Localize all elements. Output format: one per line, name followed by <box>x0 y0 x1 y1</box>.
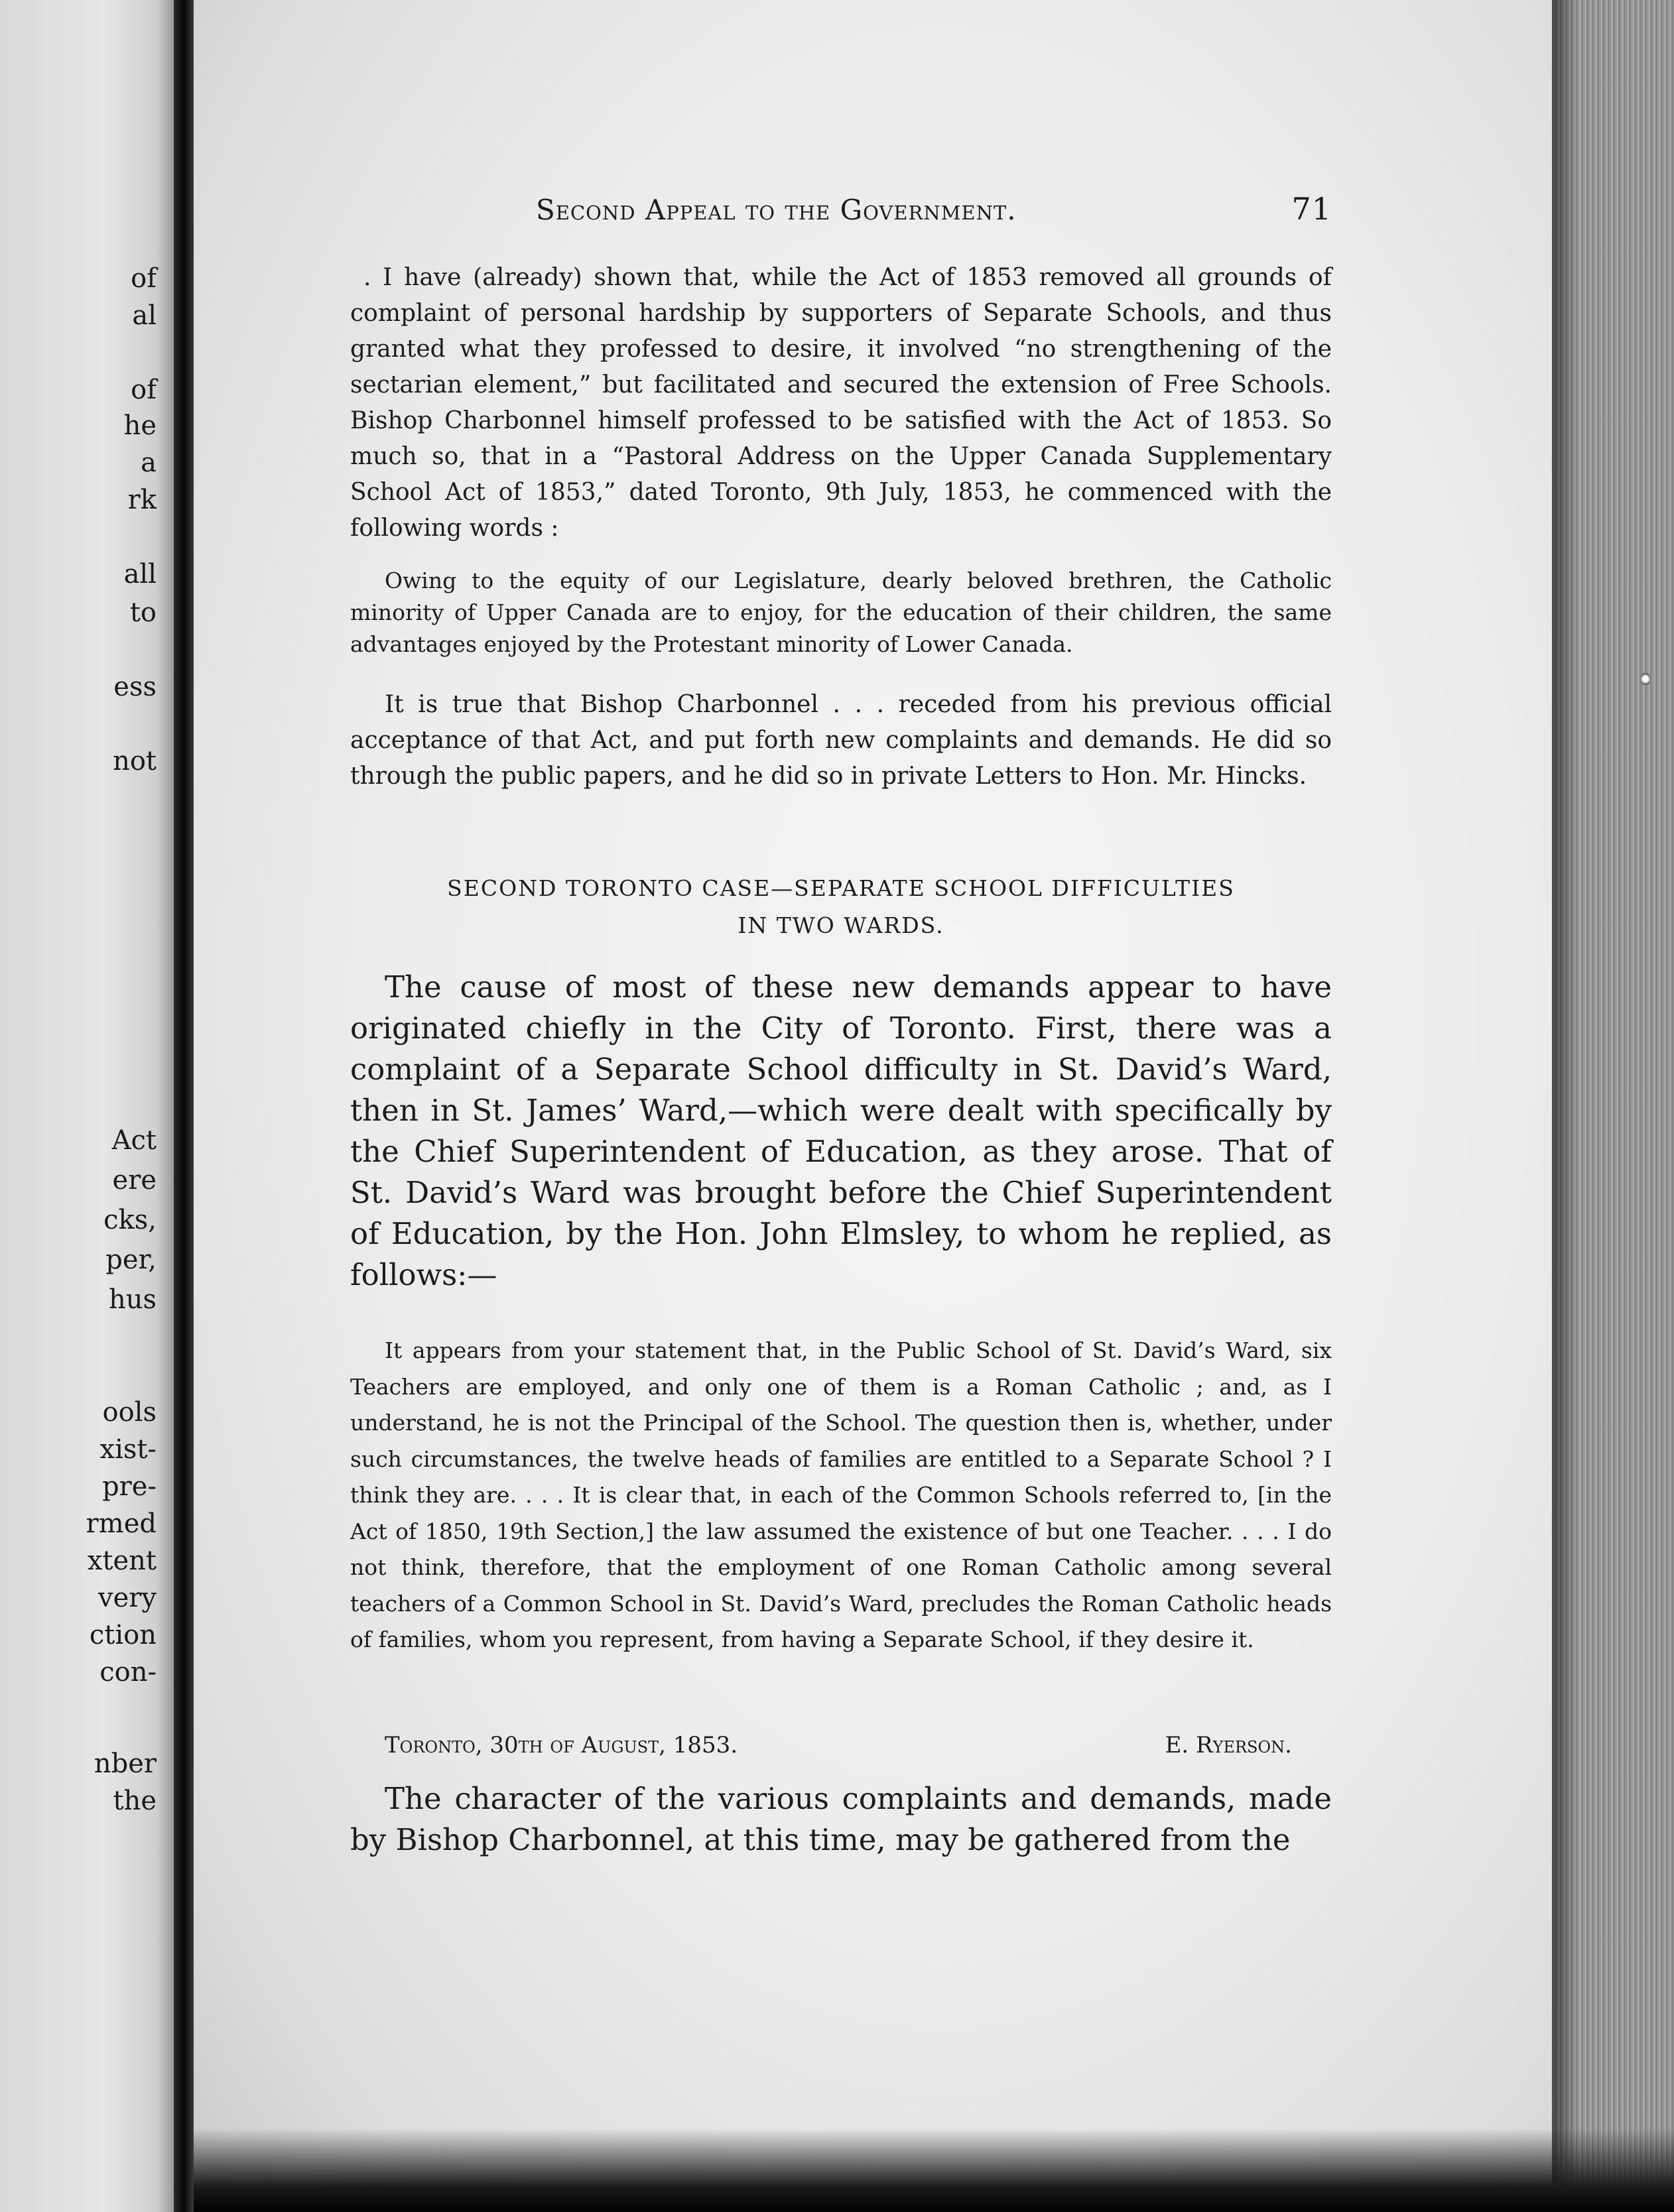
left-page-word-fragment: ere <box>112 1165 157 1196</box>
section-heading-line-2: IN TWO WARDS. <box>738 912 944 938</box>
intro-paragraph: . I have (already) shown that, while the Act of 1853 removed all grounds of complaint of personal hardship by supporters of Separate Schools, and thus granted what they professed to desire, it involved “no strengthening of the sectarian element,” but facilitated and secured the extension of Free Schools. Bishop Charbonnel himself professed to be satisfied with the Act of 1853. So much so, that in a “Pastoral Address on the Upper Canada Supplementary School Act of 1853,” dated Toronto, 9th July, 1853, he commenced with the following words : <box>350 264 1332 542</box>
cause-paragraph: The cause of most of these new demands appear to have originated chiefly in the City of Toronto. First, there was a complaint of a Separate School difficulty in St. David’s Ward, then in St. James’ Ward,—which were dealt with specifically by the Chief Superintendent of Education, as they arose. That of St. David’s Ward was brought before the Chief Superintendent of Education, by the Hon. John Elmsley, to whom he replied, as follows:— <box>350 969 1332 1292</box>
receded-paragraph-block <box>350 687 1332 794</box>
pastoral-quote-block <box>350 565 1332 660</box>
book-gutter <box>174 0 194 2212</box>
running-head <box>536 191 1332 233</box>
left-page-word-fragment: rk <box>127 485 157 515</box>
page-number: 71 <box>1291 191 1332 227</box>
left-page-word-fragment: a <box>141 448 157 478</box>
left-page-word-fragment: cks, <box>103 1205 157 1235</box>
reply-quote: It appears from your statement that, in the Public School of St. David’s Ward, six Teachers are employed, and only one of them is a Roman Catholic ; and, as I understand, he is not the Principal of the School. The question then is, whether, under such circumstances, the twelve heads of families are entitled to a Separate School ? I think they are. . . . It is clear that, in each of the Common Schools referred to, [in the Act of 1850, 19th Section,] the law assumed the existence of but one Teacher. . . . I do not think, therefore, that the employment of one Roman Catholic among several teachers of a Common School in St. David’s Ward, precludes the Roman Catholic heads of families, whom you represent, from having a Separate School, if they desire it. <box>350 1337 1332 1652</box>
left-page-word-fragment: xist- <box>99 1434 157 1465</box>
left-page-word-fragment: very <box>98 1583 157 1613</box>
reply-quote-block <box>350 1333 1332 1658</box>
scan-blotch <box>1641 671 1650 687</box>
left-page-word-fragment: ction <box>89 1620 157 1650</box>
left-page-word-fragment: the <box>113 1786 157 1816</box>
scan-bottom-shadow <box>194 2128 1674 2212</box>
cause-paragraph-block <box>350 967 1332 1296</box>
left-page-word-fragment: hus <box>108 1284 157 1315</box>
left-page-word-fragment: ess <box>113 672 157 702</box>
intro-paragraph-block <box>350 260 1332 546</box>
left-page-word-fragment: of <box>131 263 157 294</box>
page-edge-shadow <box>1552 0 1578 2212</box>
left-page-word-fragment: xtent <box>87 1546 157 1576</box>
pastoral-quote: Owing to the equity of our Legislature, dearly beloved brethren, the Catholic minority of Upper Canada are to enjoy, for the education of their children, the same advantages enjoyed by the Protestant minority of Lower Canada. <box>350 568 1332 657</box>
left-page-word-fragment: of <box>131 375 157 405</box>
left-page-word-fragment: pre- <box>102 1471 157 1502</box>
left-page-word-fragment: con- <box>99 1657 157 1688</box>
closing-paragraph-block <box>350 1778 1332 1861</box>
left-page-word-fragment: rmed <box>86 1508 157 1539</box>
signature-signer: E. Ryerson. <box>1165 1732 1292 1758</box>
receded-paragraph: It is true that Bishop Charbonnel . . . receded from his previous official acceptance of that Act, and put forth new complaints and demands. He did so through the public papers, and he did so in private Letters to Hon. Mr. Hincks. <box>350 691 1332 790</box>
signature-place-date: Toronto, 30th of August, 1853. <box>385 1732 738 1758</box>
section-heading-line-1: SECOND TORONTO CASE—SEPARATE SCHOOL DIFFICULTIES <box>447 875 1235 901</box>
left-page-word-fragment: all <box>123 559 157 589</box>
left-page-word-fragment: not <box>113 746 157 776</box>
closing-paragraph: The character of the various complaints and demands, made by Bishop Charbonnel, at this time, may be gathered from the <box>350 1781 1332 1857</box>
left-page-word-fragment: nber <box>94 1749 157 1779</box>
left-page-word-fragment: ools <box>102 1397 157 1428</box>
section-heading <box>350 870 1332 944</box>
left-page-word-fragment: to <box>129 597 157 628</box>
left-page-word-fragment: he <box>123 410 157 441</box>
left-page-word-fragment: per, <box>105 1245 157 1275</box>
left-page-word-fragment: al <box>132 300 157 331</box>
left-page-fragment <box>0 0 174 2212</box>
left-page-word-fragment: Act <box>111 1125 157 1156</box>
running-head-title: Second Appeal to the Government. <box>536 194 1017 226</box>
